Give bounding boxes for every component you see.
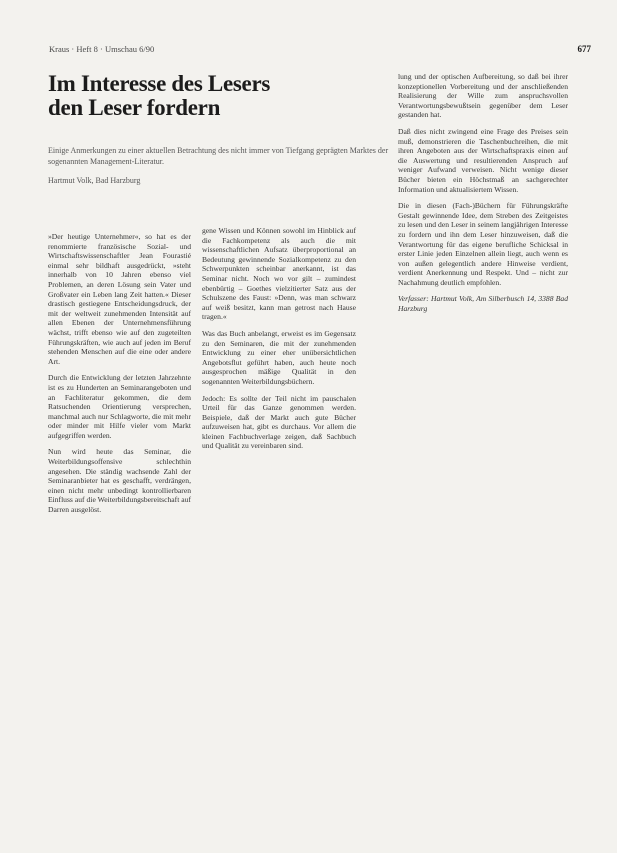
title-line-2: den Leser fordern — [48, 95, 221, 120]
paragraph: Nun wird heute das Seminar, die Weiterbildungsoffensive schlechthin angesehen. Die ständig wachsende Zahl der Seminaranbieter hat es geschafft, verdrängen, einen nicht mehr unbedingt kontrollierbaren Einfluss auf die Weiterbildungsbereitschaft auf Darren ausgelöst. — [48, 447, 191, 515]
paragraph: Daß dies nicht zwingend eine Frage des Preises sein muß, demonstrieren die Taschenbuchreihen, die mit ihren Angeboten aus der Wirtschaftspraxis einen auf die Auswertung und resultierenden Anspruch auf weniger Aufwand verweisen. Nicht wenige dieser Bücher bieten ein Höchstmaß an sachgerechter Information und aktualisiertem Wissen. — [398, 126, 568, 194]
article-lead: Einige Anmerkungen zu einer aktuellen Betrachtung des nicht immer von Tiefgang geprägten Marktes der sogenannten Management-Literatur. — [48, 146, 389, 166]
journal-header: Kraus · Heft 8 · Umschau 6/90 — [49, 44, 155, 54]
body-column-1 — [48, 232, 191, 522]
author-address: Verfasser: Hartmut Volk, Am Silberbusch 14, 3388 Bad Harzburg — [398, 294, 568, 314]
author-byline: Hartmut Volk, Bad Harzburg — [48, 176, 141, 185]
body-column-2 — [202, 226, 356, 458]
page-number: 677 — [577, 44, 591, 54]
title-line-1: Im Interesse des Lesers — [48, 71, 270, 96]
paragraph: »Der heutige Unternehmer«, so hat es der renommierte französische Sozial- und Wirtschaftswissenschaftler Jean Fourastié einmal sehr bildhaft ausgedrückt, »steht innerhalb von 10 Jahren ebenso viel Problemen, an deren Lösung sein Vater und Großvater ein Leben lang Zeit hatten.« Dieser drastisch gestiegene Entscheidungsdruck, der mit der weltweit zunehmenden Intensität auf allen Ebenen der Unternehmensführung wächst, trifft ebenso wie auf den zugeteilten Führungskräften, wie auch auf jeden im Beruf stehenden Menschen auf die eine oder andere Art. — [48, 232, 191, 366]
paragraph: lung und der optischen Aufbereitung, so daß bei ihrer konzeptionellen Vorbereitung und der anschließenden Realisierung der Wille zum anspruchsvollen Verantwortungsbewußtsein gegenüber dem Leser gestanden hat. — [398, 72, 568, 120]
paragraph: Durch die Entwicklung der letzten Jahrzehnte ist es zu Hunderten an Seminarangeboten und an Fachliteratur gekommen, die dem Ratsuchenden Orientierung versprechen, manchmal auch nur Schlagworte, die mit mehr oder minder mit Hilfe vieler vom Markt aufgegriffen werden. — [48, 373, 191, 440]
paragraph: Die in diesen (Fach-)Büchern für Führungskräfte Gestalt gewinnende Idee, dem Streben des Zeitgeistes zu lesen und den Leser in seinem langjährigen Interesse zu fordern und ihn dem Leser hinzuweisen, daß die Verantwortung für das eigene berufliche Schicksal in erster Linie jeden Einzelnen allein liegt, auch wenn es von außen gelegentlich andere Hinweise verdient, verdient Anerkennung und Respekt. Und – nicht zur Nachahmung deutlich empfohlen. — [398, 201, 568, 287]
body-column-3 — [398, 72, 568, 321]
article-title — [48, 72, 278, 120]
paragraph: Was das Buch anbelangt, erweist es im Gegensatz zu den Seminaren, die mit der zunehmenden Entwicklung zu einer eher unübersichtlichen Angebotsflut geführt haben, auch heute noch ausgesprochen mäßige Qualität in den sogenannten Weiterbildungsbüchern. — [202, 328, 356, 386]
paragraph: Jedoch: Es sollte der Teil nicht im pauschalen Urteil für das Ganze genommen werden. Beispiele, daß der Markt auch gute Bücher aufzuweisen hat, gibt es durchaus. Vor allem die kleinen Fachbuchverlage zeigen, daß Sachbuch und Qualität zu vereinbaren sind. — [202, 393, 356, 451]
paragraph: gene Wissen und Können sowohl im Hinblick auf die Fachkompetenz als auch die mit wissenschaftlichen Aufsatz überproportional an Bedeutung gewinnende Sozialkompetenz zu den Schwerpunkten scheinbar anerkannt, ist das Seminar nicht. Noch wo vor gilt – zumindest ebenbürtig – Goethes vielzitierter Satz aus der Schulszene des Faust: »Denn, was man schwarz auf weiß besitzt, kann man getrost nach Hause tragen.« — [202, 226, 356, 322]
